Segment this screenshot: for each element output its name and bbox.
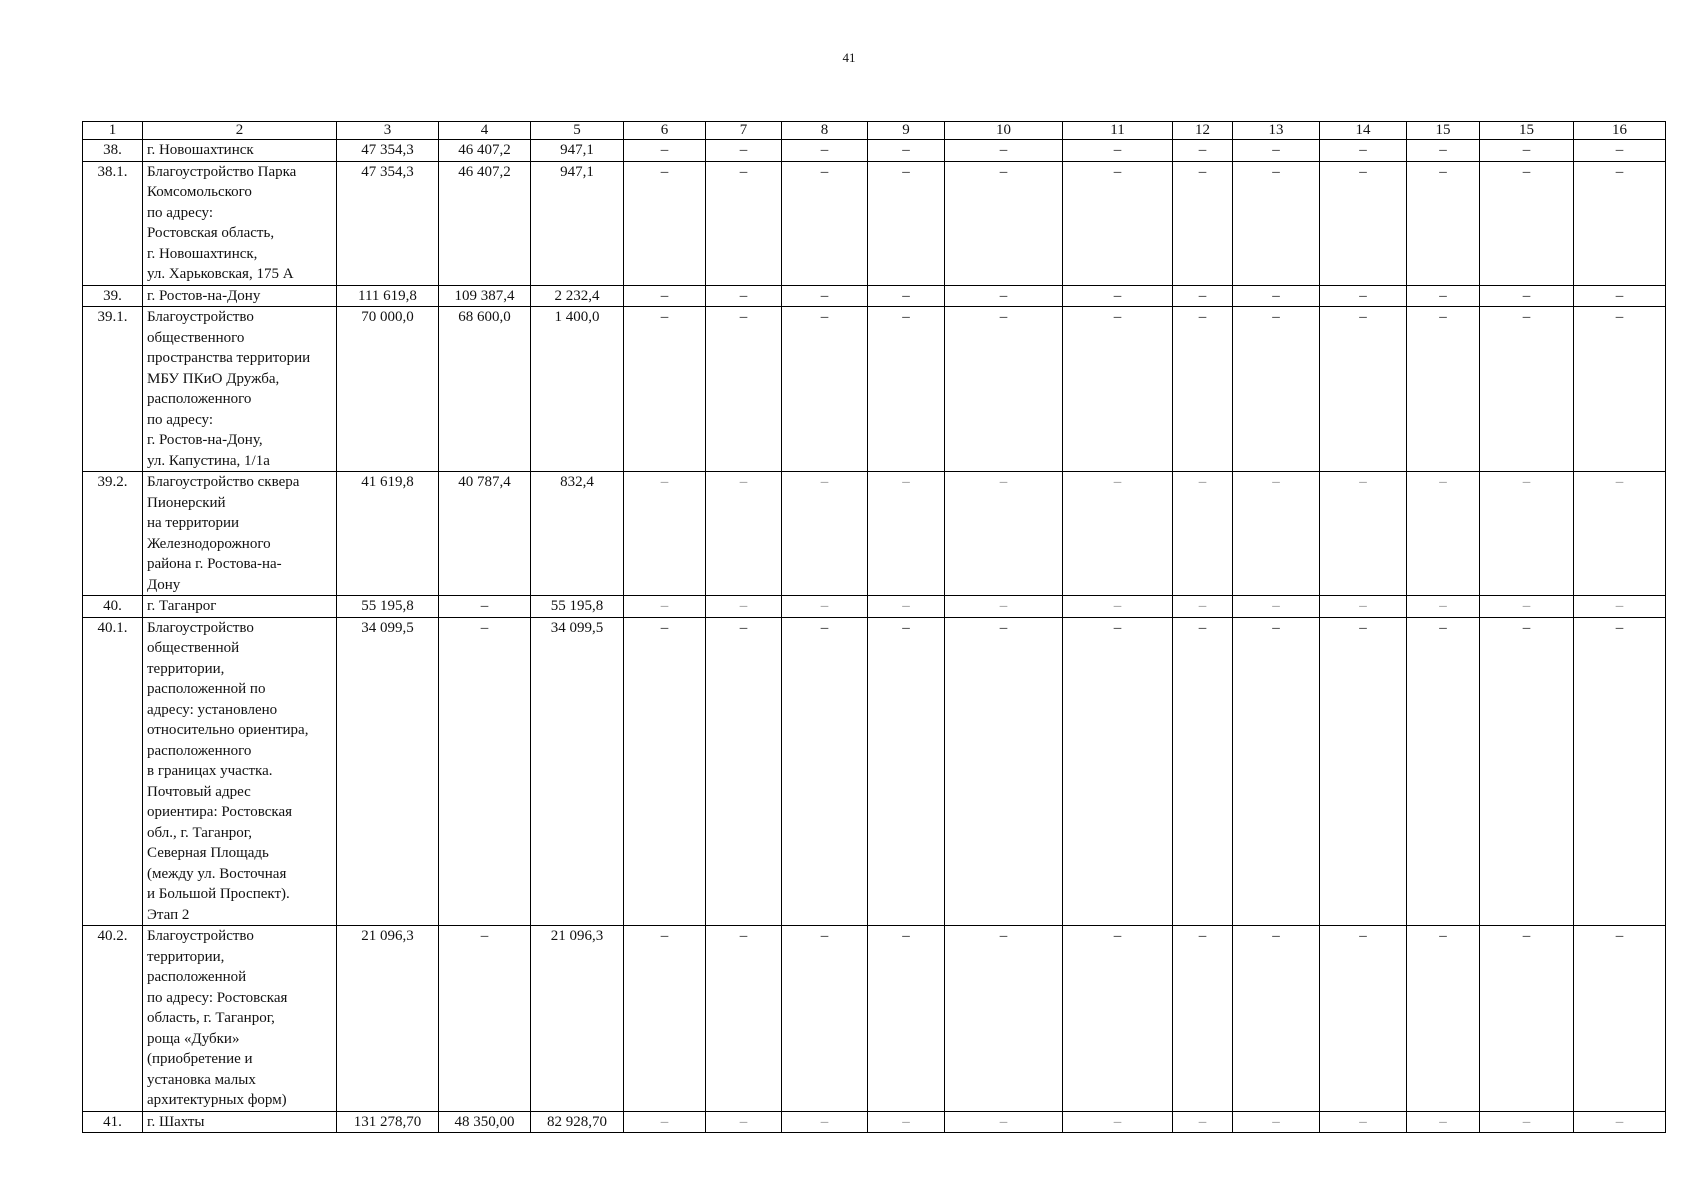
cell-empty: –	[1480, 1111, 1574, 1133]
cell-col5: 947,1	[531, 140, 624, 162]
table-row	[83, 161, 1666, 285]
cell-empty: –	[706, 140, 782, 162]
cell-empty: –	[1407, 307, 1480, 472]
cell-col4: 109 387,4	[439, 285, 531, 307]
cell-empty: –	[624, 617, 706, 926]
cell-empty: –	[782, 596, 868, 618]
row-number: 41.	[83, 1111, 143, 1133]
cell-empty: –	[868, 161, 945, 285]
cell-empty: –	[1320, 617, 1407, 926]
row-number: 40.1.	[83, 617, 143, 926]
cell-empty: –	[868, 140, 945, 162]
cell-empty: –	[1320, 472, 1407, 596]
cell-empty: –	[1173, 472, 1233, 596]
col-header: 8	[782, 122, 868, 140]
cell-empty: –	[1407, 596, 1480, 618]
cell-col5: 2 232,4	[531, 285, 624, 307]
cell-empty: –	[782, 307, 868, 472]
cell-col3: 55 195,8	[337, 596, 439, 618]
row-number: 39.2.	[83, 472, 143, 596]
cell-empty: –	[706, 1111, 782, 1133]
cell-empty: –	[782, 285, 868, 307]
cell-col4: 48 350,00	[439, 1111, 531, 1133]
cell-empty: –	[868, 307, 945, 472]
cell-empty: –	[782, 926, 868, 1112]
cell-col3: 70 000,0	[337, 307, 439, 472]
row-name: г. Ростов-на-Дону	[143, 285, 337, 307]
cell-empty: –	[782, 472, 868, 596]
cell-empty: –	[945, 617, 1063, 926]
cell-empty: –	[1574, 1111, 1666, 1133]
cell-empty: –	[1574, 285, 1666, 307]
row-name: Благоустройство территории, расположенной по адресу: Ростовская область, г. Таганрог, роща «Дубки» (приобретение и установка малых архитектурных форм)	[143, 926, 337, 1112]
cell-empty: –	[624, 926, 706, 1112]
table-row	[83, 307, 1666, 472]
row-number: 40.	[83, 596, 143, 618]
cell-empty: –	[1320, 1111, 1407, 1133]
cell-empty: –	[1574, 161, 1666, 285]
row-name: г. Таганрог	[143, 596, 337, 618]
table-row	[83, 926, 1666, 1112]
cell-empty: –	[1233, 307, 1320, 472]
row-name: Благоустройство общественного пространства территории МБУ ПКиО Дружба, расположенного по адресу: г. Ростов-на-Дону, ул. Капустина, 1/1а	[143, 307, 337, 472]
cell-empty: –	[1173, 285, 1233, 307]
cell-empty: –	[1480, 617, 1574, 926]
cell-col4: –	[439, 596, 531, 618]
cell-empty: –	[1063, 596, 1173, 618]
col-header: 1	[83, 122, 143, 140]
cell-empty: –	[1320, 161, 1407, 285]
cell-empty: –	[1320, 285, 1407, 307]
cell-empty: –	[1480, 285, 1574, 307]
cell-empty: –	[1480, 596, 1574, 618]
table-row	[83, 140, 1666, 162]
cell-empty: –	[706, 926, 782, 1112]
cell-empty: –	[945, 307, 1063, 472]
cell-empty: –	[1173, 161, 1233, 285]
cell-empty: –	[1173, 1111, 1233, 1133]
cell-empty: –	[1407, 140, 1480, 162]
col-header: 6	[624, 122, 706, 140]
cell-empty: –	[1407, 285, 1480, 307]
cell-empty: –	[1063, 285, 1173, 307]
row-number: 39.1.	[83, 307, 143, 472]
cell-empty: –	[1173, 617, 1233, 926]
cell-col4: –	[439, 926, 531, 1112]
cell-empty: –	[1480, 140, 1574, 162]
cell-empty: –	[945, 926, 1063, 1112]
cell-empty: –	[1173, 926, 1233, 1112]
cell-empty: –	[1173, 140, 1233, 162]
col-header: 11	[1063, 122, 1173, 140]
cell-empty: –	[782, 140, 868, 162]
cell-empty: –	[706, 617, 782, 926]
cell-empty: –	[1063, 617, 1173, 926]
cell-empty: –	[1173, 596, 1233, 618]
row-name: Благоустройство Парка Комсомольского по адресу: Ростовская область, г. Новошахтинск, ул. Харьковская, 175 А	[143, 161, 337, 285]
col-header: 9	[868, 122, 945, 140]
cell-empty: –	[868, 1111, 945, 1133]
cell-col3: 111 619,8	[337, 285, 439, 307]
cell-col5: 82 928,70	[531, 1111, 624, 1133]
cell-empty: –	[1063, 472, 1173, 596]
col-header: 5	[531, 122, 624, 140]
cell-empty: –	[1480, 926, 1574, 1112]
cell-empty: –	[1480, 307, 1574, 472]
cell-empty: –	[1407, 472, 1480, 596]
cell-col3: 41 619,8	[337, 472, 439, 596]
cell-empty: –	[1063, 1111, 1173, 1133]
cell-empty: –	[945, 285, 1063, 307]
row-name: Благоустройство общественной территории, расположенной по адресу: установлено относительно ориентира, расположенного в границах участка. Почтовый адрес ориентира: Ростовская обл., г. Таганрог, Северная Площадь (между ул. Восточная и Большой Проспект). Этап 2	[143, 617, 337, 926]
cell-col5: 34 099,5	[531, 617, 624, 926]
cell-empty: –	[1233, 596, 1320, 618]
col-header: 3	[337, 122, 439, 140]
cell-col5: 947,1	[531, 161, 624, 285]
cell-col5: 832,4	[531, 472, 624, 596]
cell-empty: –	[1480, 161, 1574, 285]
col-header: 4	[439, 122, 531, 140]
cell-col4: 68 600,0	[439, 307, 531, 472]
data-table	[82, 121, 1666, 1133]
cell-col4: 46 407,2	[439, 140, 531, 162]
cell-empty: –	[945, 140, 1063, 162]
cell-empty: –	[1320, 926, 1407, 1112]
cell-empty: –	[1574, 617, 1666, 926]
cell-empty: –	[706, 285, 782, 307]
cell-col4: 46 407,2	[439, 161, 531, 285]
cell-empty: –	[1407, 617, 1480, 926]
cell-empty: –	[782, 161, 868, 285]
cell-empty: –	[1574, 472, 1666, 596]
cell-col5: 21 096,3	[531, 926, 624, 1112]
col-header: 14	[1320, 122, 1407, 140]
cell-col3: 21 096,3	[337, 926, 439, 1112]
cell-empty: –	[1574, 307, 1666, 472]
table-row	[83, 617, 1666, 926]
cell-empty: –	[1063, 926, 1173, 1112]
cell-empty: –	[624, 161, 706, 285]
cell-empty: –	[706, 596, 782, 618]
cell-col5: 55 195,8	[531, 596, 624, 618]
cell-empty: –	[1063, 140, 1173, 162]
row-number: 38.	[83, 140, 143, 162]
cell-empty: –	[1574, 140, 1666, 162]
cell-empty: –	[706, 472, 782, 596]
cell-col3: 34 099,5	[337, 617, 439, 926]
cell-empty: –	[1233, 140, 1320, 162]
cell-col3: 47 354,3	[337, 161, 439, 285]
cell-empty: –	[1233, 161, 1320, 285]
col-header: 15	[1407, 122, 1480, 140]
col-header: 2	[143, 122, 337, 140]
cell-empty: –	[1063, 307, 1173, 472]
cell-col3: 47 354,3	[337, 140, 439, 162]
row-number: 38.1.	[83, 161, 143, 285]
cell-empty: –	[1233, 926, 1320, 1112]
cell-empty: –	[624, 140, 706, 162]
cell-empty: –	[868, 926, 945, 1112]
cell-empty: –	[1407, 926, 1480, 1112]
cell-empty: –	[1407, 161, 1480, 285]
cell-col5: 1 400,0	[531, 307, 624, 472]
cell-empty: –	[1233, 285, 1320, 307]
cell-col4: 40 787,4	[439, 472, 531, 596]
cell-empty: –	[868, 472, 945, 596]
cell-empty: –	[1173, 307, 1233, 472]
cell-empty: –	[1320, 307, 1407, 472]
cell-empty: –	[624, 285, 706, 307]
table-row	[83, 596, 1666, 618]
cell-empty: –	[945, 472, 1063, 596]
row-name: г. Шахты	[143, 1111, 337, 1133]
cell-empty: –	[1063, 161, 1173, 285]
cell-col4: –	[439, 617, 531, 926]
cell-empty: –	[1233, 1111, 1320, 1133]
table-row	[83, 1111, 1666, 1133]
row-name: Благоустройство сквера Пионерский на территории Железнодорожного района г. Ростова-на- Дону	[143, 472, 337, 596]
col-header: 16	[1574, 122, 1666, 140]
cell-empty: –	[706, 307, 782, 472]
cell-empty: –	[1407, 1111, 1480, 1133]
table-row	[83, 472, 1666, 596]
cell-empty: –	[1480, 472, 1574, 596]
col-header: 10	[945, 122, 1063, 140]
table-row	[83, 285, 1666, 307]
cell-empty: –	[1574, 596, 1666, 618]
row-name: г. Новошахтинск	[143, 140, 337, 162]
cell-empty: –	[1320, 596, 1407, 618]
col-header: 12	[1173, 122, 1233, 140]
page-number: 41	[842, 50, 856, 65]
cell-empty: –	[624, 472, 706, 596]
cell-empty: –	[945, 161, 1063, 285]
col-header: 15	[1480, 122, 1574, 140]
cell-empty: –	[868, 596, 945, 618]
cell-empty: –	[706, 161, 782, 285]
cell-col3: 131 278,70	[337, 1111, 439, 1133]
cell-empty: –	[868, 285, 945, 307]
cell-empty: –	[945, 1111, 1063, 1133]
cell-empty: –	[1233, 472, 1320, 596]
cell-empty: –	[868, 617, 945, 926]
cell-empty: –	[782, 1111, 868, 1133]
header-row	[83, 122, 1666, 140]
row-number: 40.2.	[83, 926, 143, 1112]
cell-empty: –	[624, 307, 706, 472]
cell-empty: –	[1233, 617, 1320, 926]
cell-empty: –	[1320, 140, 1407, 162]
cell-empty: –	[624, 1111, 706, 1133]
row-number: 39.	[83, 285, 143, 307]
cell-empty: –	[782, 617, 868, 926]
cell-empty: –	[945, 596, 1063, 618]
col-header: 13	[1233, 122, 1320, 140]
cell-empty: –	[1574, 926, 1666, 1112]
col-header: 7	[706, 122, 782, 140]
cell-empty: –	[624, 596, 706, 618]
